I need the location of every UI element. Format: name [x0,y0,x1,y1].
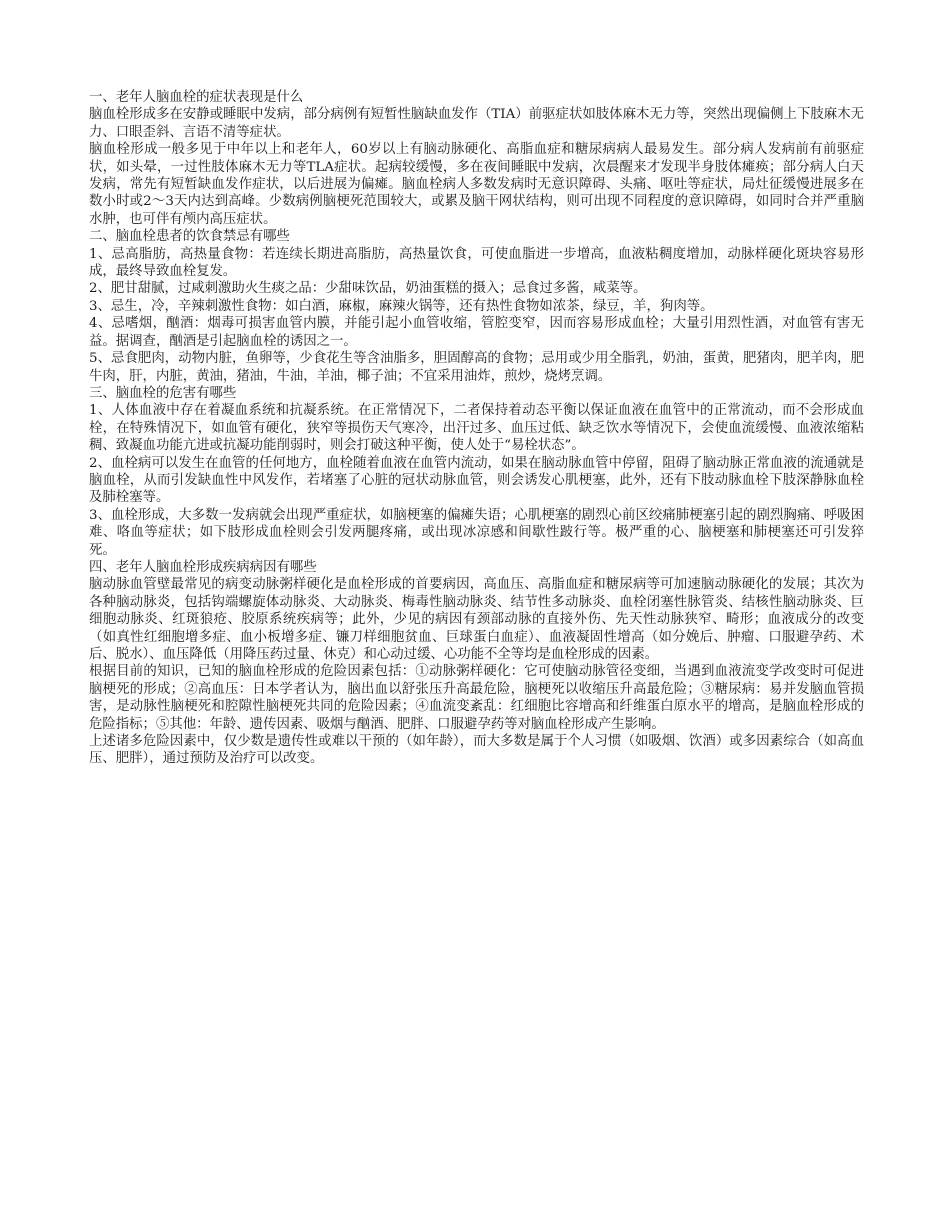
paragraph: 2、血栓病可以发生在血管的任何地方，血栓随着血液在血管内流动，如果在脑动脉血管中停留，阻碍了脑动脉正常血液的流通就是脑血栓，从而引发缺血性中风发作，若堵塞了心脏的冠状动脉血管，则会诱发心肌梗塞，此外，还有下肢动脉血栓下肢深静脉血栓及肺栓塞等。 [89,455,864,506]
paragraph: 1、人体血液中存在着凝血系统和抗凝系统。在正常情况下，二者保持着动态平衡以保证血液在血管中的正常流动，而不会形成血栓，在特殊情况下，如血管有硬化，狭窄等损伤天气寒冷，出汗过多、血压过低、缺乏饮水等情况下，会使血流缓慢、血液浓缩粘稠、致凝血功能亢进或抗凝功能削弱时，则会打破这种平衡，使人处于“易栓状态”。 [89,403,864,454]
paragraph: 1、忌高脂肪，高热量食物：若连续长期进高脂肪，高热量饮食，可使血脂进一步增高，血液粘稠度增加，动脉样硬化斑块容易形成，最终导致血栓复发。 [89,246,864,280]
paragraph: 脑血栓形成多在安静或睡眠中发病，部分病例有短暂性脑缺血发作（TIA）前驱症状如肢体麻木无力等，突然出现偏侧上下肢麻木无力、口眼歪斜、言语不清等症状。 [89,107,864,140]
paragraph: 脑动脉血管壁最常见的病变动脉粥样硬化是血栓形成的首要病因，高血压、高脂血症和糖尿病等可加速脑动脉硬化的发展；其次为各种脑动脉炎，包括钩端螺旋体动脉炎、大动脉炎、梅毒性脑动脉炎、结节性多动脉炎、血栓闭塞性脉管炎、结核性脑动脉炎、巨细胞动脉炎、红斑狼疮、胶原系统疾病等；此外，少见的病因有颈部动脉的直接外伤、先天性动脉狭窄、畸形；血液成分的改变（如真性红细胞增多症、血小板增多症、镰刀样细胞贫血、巨球蛋白血症）、血液凝固性增高（如分娩后、肿瘤、口服避孕药、术后、脱水）、血压降低（用降压药过量、休克）和心动过缓、心功能不全等均是血栓形成的因素。 [89,577,864,662]
paragraph: 2、肥甘甜腻，过咸刺激助火生痰之品：少甜味饮品，奶油蛋糕的摄入；忌食过多酱，咸菜等。 [89,281,647,297]
paragraph: 根据目前的知识，已知的脑血栓形成的危险因素包括：①动脉粥样硬化：它可使脑动脉管径变细，当遇到血液流变学改变时可促进脑梗死的形成；②高血压：日本学者认为，脑出血以舒张压升高最危险，脑梗死以收缩压升高最危险；③糖尿病：易并发脑血管损害，是动脉性脑梗死和腔隙性脑梗死共同的危险因素；④血流变紊乱：红细胞比容增高和纤维蛋白原水平的增高，是脑血栓形成的危险指标；⑤其他：年龄、遗传因素、吸烟与酗酒、肥胖、口服避孕药等对脑血栓形成产生影响。 [89,664,864,732]
section-heading: 三、脑血栓的危害有哪些 [89,385,237,401]
paragraph: 3、血栓形成，大多数一发病就会出现严重症状，如脑梗塞的偏瘫失语；心肌梗塞的剧烈心前区绞痛肺梗塞引起的剧烈胸痛、呼吸困难、咯血等症状；如下肢形成血栓则会引发两腿疼痛，或出现冰凉感和间歇性跛行等。极严重的心、脑梗塞和肺梗塞还可引发猝死。 [89,507,864,558]
section-heading: 一、老年人脑血栓的症状表现是什么 [89,90,304,105]
section-heading: 四、老年人脑血栓形成疾病病因有哪些 [89,559,317,575]
paragraph: 4、忌嗜烟，酗酒：烟毒可损害血管内膜，并能引起小血管收缩，管腔变窄，因而容易形成血栓；大量引用烈性酒，对血管有害无益。据调查，酗酒是引起脑血栓的诱因之一。 [89,316,864,349]
paragraph: 3、忌生，冷，辛辣刺激性食物：如白酒，麻椒，麻辣火锅等，还有热性食物如浓茶，绿豆，羊，狗肉等。 [89,298,714,314]
paragraph: 脑血栓形成一般多见于中年以上和老年人，60岁以上有脑动脉硬化、高脂血症和糖尿病病人最易发生。部分病人发病前有前驱症状，如头晕，一过性肢体麻木无力等TLA症状。起病较缓慢，多在夜间睡眠中发病，次晨醒来才发现半身肢体瘫痪；部分病人白天发病，常先有短暂缺血发作症状，以后进展为偏瘫。脑血栓病人多数发病时无意识障碍、头痛、呕吐等症状，局灶征缓慢进展多在数小时或2～3天内达到高峰。少数病例脑梗死范围较大，或累及脑干网状结构，则可出现不同程度的意识障碍，如同时合并严重脑水肿，也可伴有颅内高压症状。 [89,142,864,227]
paragraph: 5、忌食肥肉，动物内脏，鱼卵等，少食花生等含油脂多，胆固醇高的食物；忌用或少用全脂乳，奶油，蛋黄，肥猪肉，肥羊肉，肥牛肉，肝，内脏，黄油，猪油，牛油，羊油，椰子油；不宜采用油炸，煎炒，烧烤烹调。 [89,351,864,384]
paragraph: 上述诸多危险因素中，仅少数是遗传性或难以干预的（如年龄），而大多数是属于个人习惯（如吸烟、饮酒）或多因素综合（如高血压、肥胖），通过预防及治疗可以改变。 [89,734,864,767]
section-heading: 二、脑血栓患者的饮食禁忌有哪些 [89,229,290,245]
document-body [89,89,864,768]
